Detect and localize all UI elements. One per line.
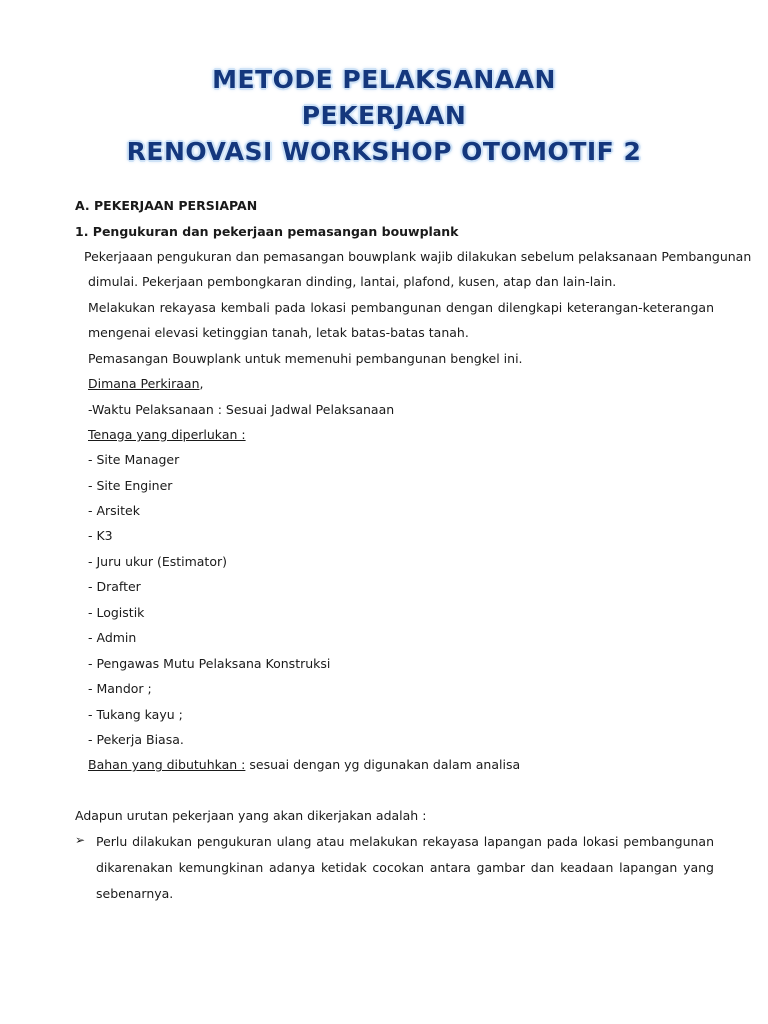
tenaga-list-item: - Tukang kayu ; [88,707,183,722]
title-line-2: PEKERJAAN [301,101,467,130]
dimana-label: Dimana Perkiraan [88,376,200,391]
tenaga-list-item: - Site Manager [88,452,180,467]
tenaga-list-item: - Logistik [88,605,145,620]
bullet-line-2: dikarenakan kemungkinan adanya ketidak cocokan antara gambar dan keadaan lapangan yang [96,860,714,875]
tenaga-label: Tenaga yang diperlukan : [88,427,246,442]
bahan-line [88,757,520,773]
tenaga-list-item: - Pekerja Biasa. [88,732,184,747]
tenaga-list-item: - K3 [88,528,113,543]
urutan-intro: Adapun urutan pekerjaan yang akan dikerjakan adalah : [75,808,427,823]
paragraph-1-line-2: dimulai. Pekerjaan pembongkaran dinding, lantai, plafond, kusen, atap dan lain-lain. [88,274,617,289]
tenaga-list-item: - Pengawas Mutu Pelaksana Konstruksi [88,656,331,671]
waktu-pelaksanaan: -Waktu Pelaksanaan : Sesuai Jadwal Pelaksanaan [88,402,395,417]
section-heading: A. PEKERJAAN PERSIAPAN [75,198,258,213]
title-line-1: METODE PELAKSANAAN [212,65,556,94]
bullet-arrow-icon: ➢ [75,833,86,847]
paragraph-1-line-1: Pekerjaaan pengukuran dan pemasangan bouwplank wajib dilakukan sebelum pelaksanaan Pembangunan [84,249,752,264]
tenaga-list-item: - Juru ukur (Estimator) [88,554,228,569]
document-title [0,62,768,170]
bullet-line-1: Perlu dilakukan pengukuran ulang atau melakukan rekayasa lapangan pada lokasi pembangunan [96,834,714,849]
tenaga-list-item: - Arsitek [88,503,140,518]
paragraph-2-line-2: mengenai elevasi ketinggian tanah, letak batas-batas tanah. [88,325,469,340]
tenaga-list-item: - Drafter [88,579,141,594]
subsection-heading: 1. Pengukuran dan pekerjaan pemasangan bouwplank [75,224,459,239]
tenaga-list-item: - Site Enginer [88,478,173,493]
bahan-text: sesuai dengan yg digunakan dalam analisa [245,757,521,772]
bullet-line-3: sebenarnya. [96,886,174,901]
dimana-perkiraan [88,376,204,392]
bahan-label: Bahan yang dibutuhkan : [88,757,246,772]
title-line-3: RENOVASI WORKSHOP OTOMOTIF 2 [126,137,642,166]
paragraph-2-line-1: Melakukan rekayasa kembali pada lokasi pembangunan dengan dilengkapi keterangan-keterangan [88,300,714,315]
dimana-suffix: , [199,376,204,391]
paragraph-3: Pemasangan Bouwplank untuk memenuhi pembangunan bengkel ini. [88,351,523,366]
tenaga-list-item: - Admin [88,630,137,645]
tenaga-list-item: - Mandor ; [88,681,152,696]
